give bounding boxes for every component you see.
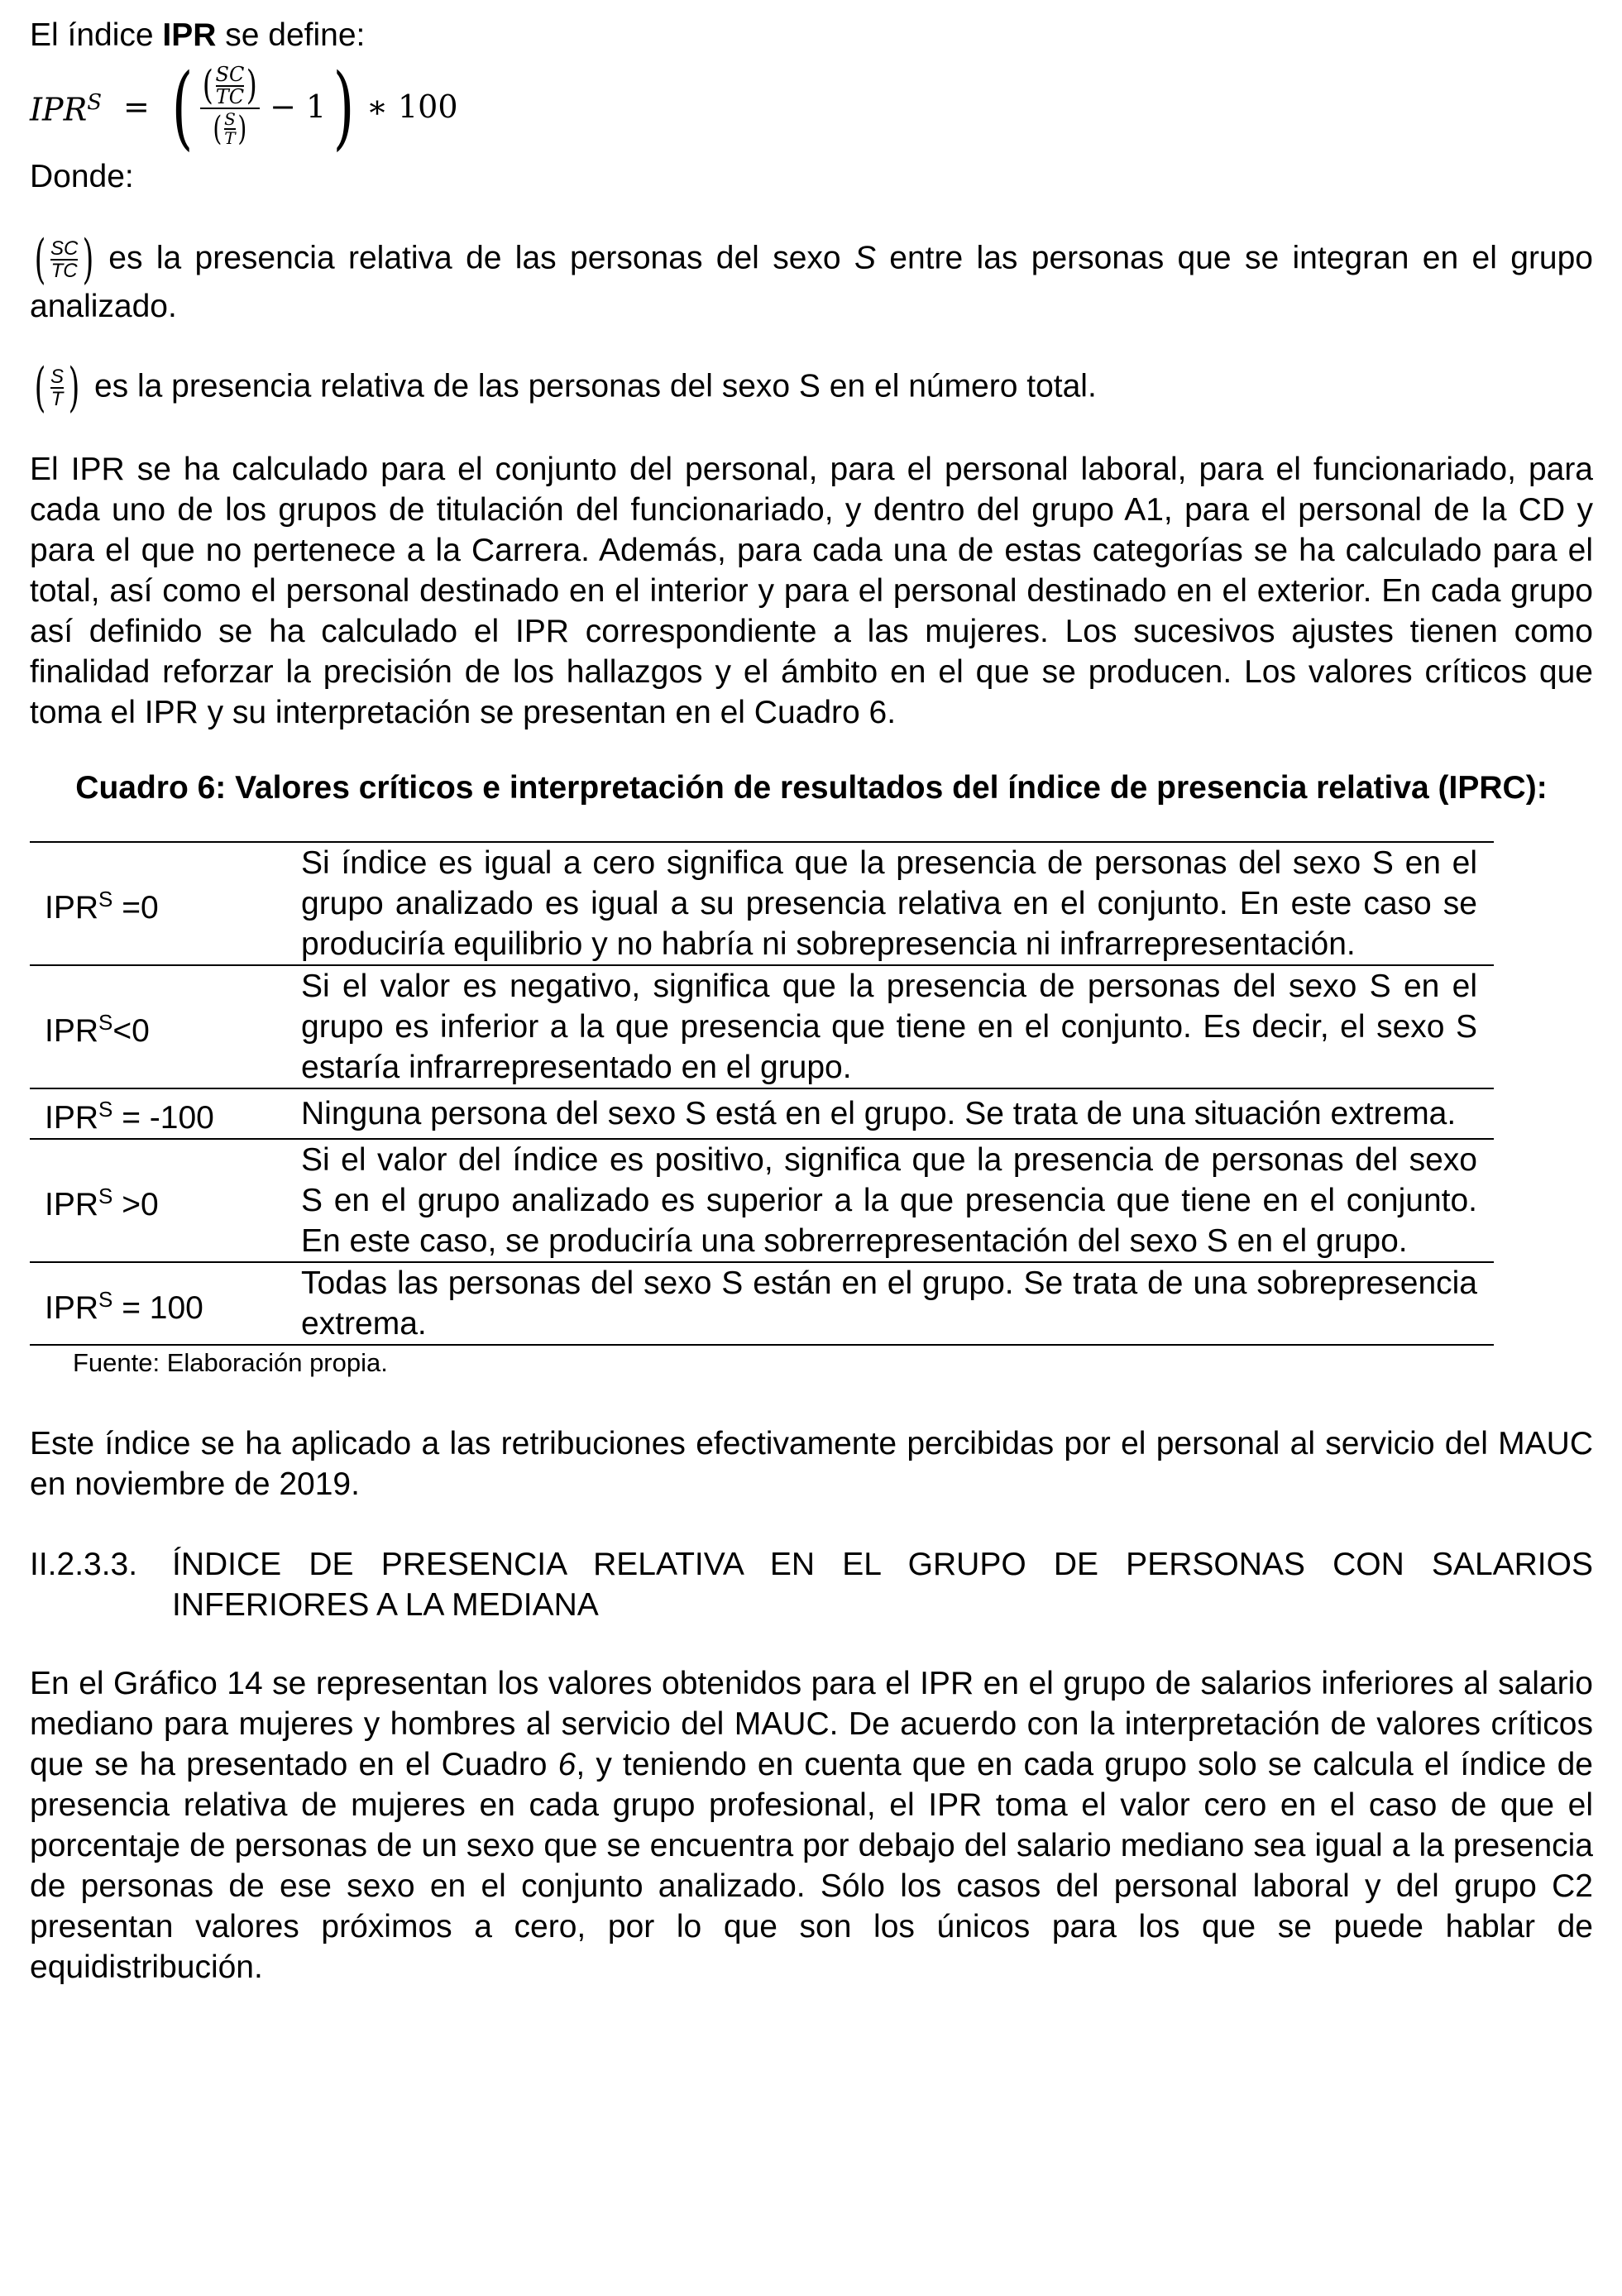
- def2-num: S: [50, 366, 64, 388]
- table-row: [30, 1262, 1494, 1345]
- formula-equals: =: [123, 88, 150, 125]
- critical-value-sup: S: [98, 1010, 113, 1035]
- formula-open-paren: (: [171, 54, 194, 160]
- def1-den: TC: [50, 260, 78, 282]
- formula-denominator: ( $\frac{S}{T}$ ): [213, 109, 247, 148]
- interpretation-cell: Si índice es igual a cero significa que la presencia de personas del sexo S en el grupo analizado es igual a su presencia relativa en el conjunto. En este caso se produciría equilibrio y no habría ni sobrepresencia ni infrarrepresentación.: [301, 845, 1477, 962]
- critical-value-cell: [30, 965, 301, 1088]
- critical-value-sup: S: [98, 1286, 113, 1312]
- ipr-formula: [30, 54, 1593, 160]
- intro-bold-term: IPR: [162, 17, 217, 53]
- formula-sc: SC: [215, 62, 245, 86]
- critical-value-condition: <0: [112, 1013, 150, 1049]
- critical-value-condition: = 100: [112, 1289, 203, 1326]
- formula-lhs-text: IPR: [30, 91, 88, 128]
- table-row: [30, 842, 1494, 965]
- formula-sc-tc-fraction: [215, 62, 245, 108]
- interpretation-cell: Si el valor del índice es positivo, significa que la presencia de personas del sexo S en el grupo analizado es superior a la que presencia que tiene en el conjunto. En este caso, se produciría una sobrerrepresentación del sexo S en el grupo.: [301, 1142, 1477, 1259]
- def1-fraction: ( $\frac{SC}{TC}$ ): [34, 229, 94, 290]
- table-row: [30, 1088, 1494, 1139]
- formula-s: S: [224, 109, 236, 129]
- paragraph-ipr-calculation: El IPR se ha calculado para el conjunto del personal, para el personal laboral, para el funcionariado, para cada uno de los grupos de titulación del funcionariado, y dentro del grupo A1, para el personal de la CD y para el que no pertenece a la Carrera. Además, para cada una de estas categorías se ha calculado para el total, así como el personal destinado en el interior y para el personal destinado en el exterior. En cada grupo así definido se ha calculado el IPR correspondiente a las mujeres. Los sucesivos ajustes tienen como finalidad reforzar la precisión de los hallazgos y el ámbito en el que se producen. Los valores críticos que toma el IPR y su interpretación se presentan en el Cuadro 6.: [30, 452, 1593, 730]
- formula-minus-one: − 1: [270, 88, 327, 125]
- critical-value-sup: S: [98, 1097, 113, 1122]
- section-heading: [30, 1544, 1593, 1625]
- table-row: [30, 1139, 1494, 1262]
- formula-times-100: ∗ 100: [366, 88, 458, 125]
- formula-lhs-sup: S: [87, 90, 103, 116]
- def2-den: T: [50, 388, 64, 410]
- interpretation-cell: Todas las personas del sexo S están en el grupo. Se trata de una sobrepresencia extrema.: [301, 1265, 1477, 1342]
- def1-text-b: entre las personas que se integran en el grupo analizado.: [30, 240, 1593, 324]
- intro-line: [30, 15, 1593, 55]
- critical-values-table-body: [30, 842, 1494, 1345]
- section-number: II.2.3.3.: [30, 1547, 138, 1582]
- formula-t: T: [224, 128, 236, 148]
- para3-part-c: , y teniendo en cuenta que en cada grupo solo se calcula el índice de presencia relativa de mujeres en cada grupo profesional, el IPR toma el valor cero en el caso de que el porcentaje de personas de un sexo que se encuentra por debajo del salario mediano sea igual a la presencia de personas de ese sexo en el conjunto analizado. Sólo los casos del personal laboral y del grupo C2 presentan valores próximos a cero, por lo que son los únicos para los que se puede hablar de equidistribución.: [30, 1747, 1593, 1985]
- critical-value-condition: =0: [112, 890, 159, 926]
- definition-sc-tc: [30, 229, 1593, 327]
- interpretation-cell: Ninguna persona del sexo S está en el grupo. Se trata de una situación extrema.: [301, 1096, 1457, 1131]
- table-source-note: Fuente: Elaboración propia.: [73, 1348, 388, 1377]
- definition-s-t: [30, 357, 1593, 419]
- def1-num: SC: [50, 237, 79, 260]
- formula-close-paren: ): [333, 54, 355, 160]
- critical-value-cell: [30, 1139, 301, 1262]
- def1-text-a: es la presencia relativa de las personas del sexo: [108, 240, 854, 276]
- def2-text: es la presencia relativa de las personas del sexo S en el número total.: [93, 368, 1097, 404]
- critical-value-label: IPR: [45, 890, 99, 926]
- donde-label: Donde:: [30, 159, 134, 194]
- critical-value-cell: [30, 1088, 301, 1139]
- critical-value-label: IPR: [45, 1289, 99, 1326]
- critical-value-condition: >0: [112, 1187, 159, 1222]
- para3-part-a: En el Gráfico 14 se representan los valores obtenidos para el IPR en el grupo de salarios inferiores al salario mediano para mujeres y hombres al servicio del MAUC. De acuerdo con la interpretación de valores críticos que se ha presentado en el Cuadro: [30, 1666, 1593, 1782]
- document-page: [30, 15, 1593, 1987]
- critical-value-label: IPR: [45, 1013, 99, 1049]
- critical-value-condition: = -100: [112, 1100, 214, 1136]
- paragraph-grafico-14: [30, 1663, 1593, 1987]
- formula-tc: TC: [215, 84, 245, 108]
- table-caption: Cuadro 6: Valores críticos e interpretación de resultados del índice de presencia relativa (IPRC):: [75, 770, 1548, 806]
- critical-value-label: IPR: [45, 1187, 99, 1222]
- formula-numerator: ( $\frac{SC}{TC}$ ): [202, 62, 258, 108]
- critical-value-label: IPR: [45, 1100, 99, 1136]
- critical-values-table: [30, 841, 1494, 1346]
- critical-value-cell: [30, 1262, 301, 1345]
- section-title: ÍNDICE DE PRESENCIA RELATIVA EN EL GRUPO DE PERSONAS CON SALARIOS INFERIORES A LA MEDIANA: [172, 1547, 1593, 1623]
- interpretation-cell: Si el valor es negativo, significa que la presencia de personas del sexo S en el grupo es inferior a la que presencia que tiene en el conjunto. Es decir, el sexo S estaría infrarrepresentado en el grupo.: [301, 969, 1477, 1085]
- formula-lhs: [30, 83, 102, 131]
- table-row: [30, 965, 1494, 1088]
- intro-suffix: se define:: [216, 17, 366, 53]
- critical-value-sup: S: [98, 887, 113, 911]
- critical-value-sup: S: [98, 1184, 113, 1208]
- def2-fraction: ( $\frac{S}{T}$ ): [34, 357, 80, 419]
- para3-cuadro-ref: 6: [557, 1747, 577, 1782]
- critical-value-cell: [30, 842, 301, 965]
- formula-s-t-fraction: [224, 111, 236, 147]
- def1-text-s: S: [854, 240, 876, 276]
- paragraph-index-applied: Este índice se ha aplicado a las retribuciones efectivamente percibidas por el personal al servicio del MAUC en noviembre de 2019.: [30, 1426, 1593, 1502]
- intro-prefix: El índice: [30, 17, 163, 53]
- formula-outer-fraction: [200, 62, 260, 150]
